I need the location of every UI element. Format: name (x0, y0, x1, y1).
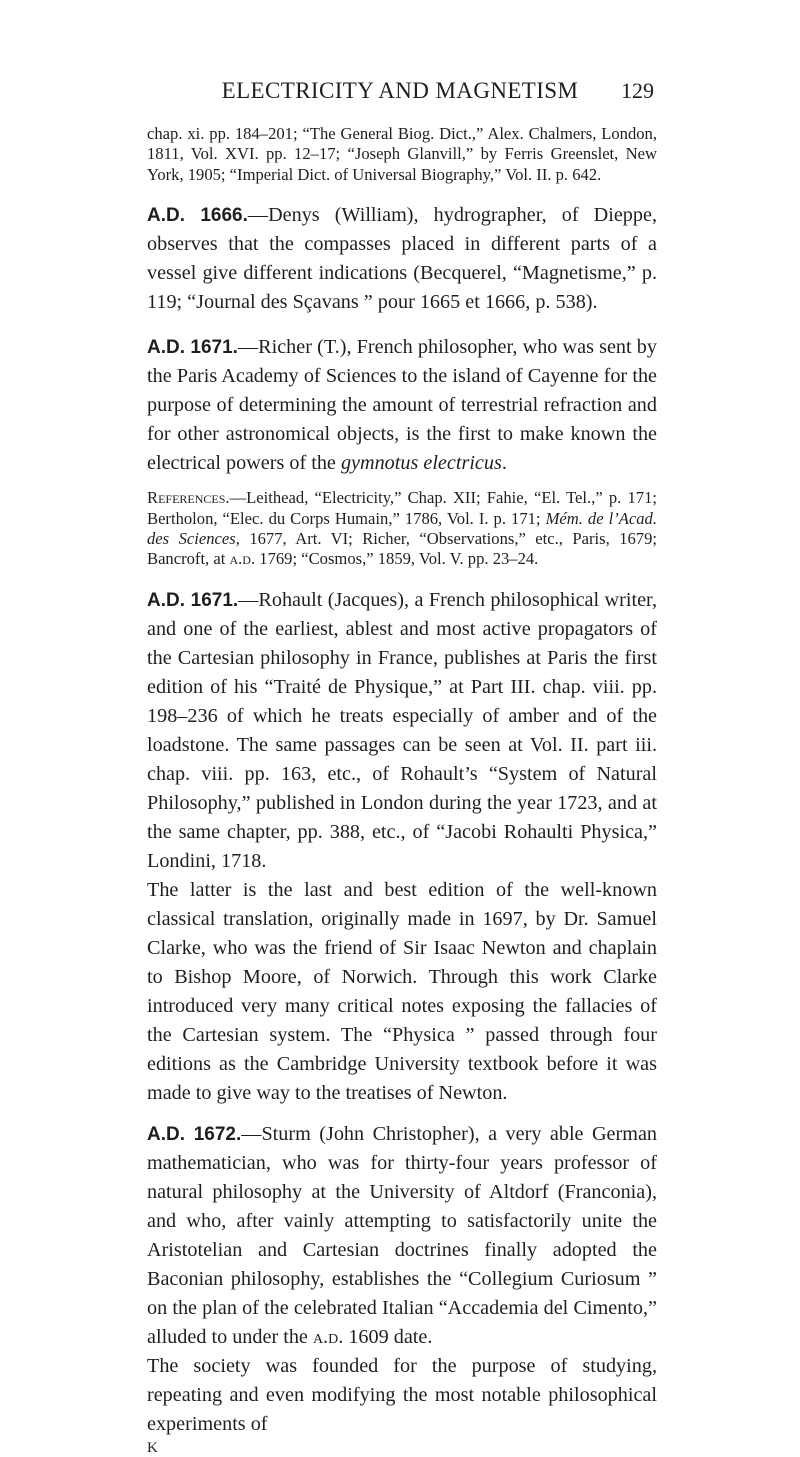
entry-text-end: . (501, 452, 507, 475)
entry-continuation: The society was founded for the purpose of studying, repeating and even modifying the most notable philosophical experiments of (147, 1354, 657, 1435)
entry-1672 (147, 1120, 657, 1352)
entry-date: A.D. 1672. (147, 1123, 242, 1145)
references-text: —Leithead, “Electricity,” Chap. XII; Fahie, “El. Tel.,” p. 171; Bertholon, “Elec. du Corps Humain,” 1786, Vol. I. p. 171; (147, 488, 657, 528)
signature-mark: K (147, 1439, 158, 1456)
references-text: , 1677, Art. VI; Richer, “Observations,” etc., Paris, 1679; Bancroft, at (147, 529, 658, 569)
page-header (0, 78, 800, 112)
entry-1671-rohault (147, 586, 657, 876)
entry-date: A.D. 1671. (147, 337, 238, 359)
references-title: Mém. de l’Acad. des Sciences (147, 508, 657, 549)
entry-text: —Sturm (John Christopher), a very able German mathematician, who was for thirty-four years professor of natural philosophy at the University of Altdorf (Franconia), and who, after vainly attempting to satisfactorily unite the Aristotelian and Cartesian doctrines finally adopted the Baconian philosophy, establishes the “Collegium Curiosum ” on the plan of the celebrated Italian “Accademia del Cimento,” alluded to under the (147, 1122, 657, 1348)
entry-date: A.D. 1666. (147, 205, 248, 227)
page-content (147, 124, 657, 1457)
top-note: chap. xi. pp. 184–201; “The General Biog. Dict.,” Alex. Chalmers, London, 1811, Vol. XVI. pp. 12–17; “Joseph Glanvill,” by Ferris Greenslet, New York, 1905; “Imperial Dict. of Universal Biography,” Vol. II. p. 642. (147, 124, 657, 184)
entry-text: 1609 date. (343, 1325, 433, 1348)
references-note (147, 488, 657, 570)
entry-text: —Rohault (Jacques), a French philosophical writer, and one of the earliest, ablest and most active propagators of the Cartesian philosophy in France, publishes at Paris the first edition of his “Traité de Physique,” at Part III. chap. viii. pp. 198–236 of which he treats especially of amber and of the loadstone. The same passages can be seen at Vol. II. part iii. chap. viii. pp. 163, etc., of Rohault’s “System of Natural Philosophy,” published in London during the year 1723, and at the same chapter, pp. 388, etc., of “Jacobi Rohaulti Physica,” Londini, 1718. (147, 588, 657, 872)
entry-text: —Denys (William), hydrographer, of Dieppe, observes that the compasses placed in different parts of a vessel give different indications (Becquerel, “Magnetisme,” p. 119; “Journal des Sçavans ” pour 1665 et 1666, p. 538). (147, 204, 657, 314)
running-title: ELECTRICITY AND MAGNETISM (221, 78, 579, 103)
references-label: References. (147, 488, 230, 508)
entry-continuation: The latter is the last and best edition of the well-known classical translation, originally made in 1697, by Dr. Samuel Clarke, who was the friend of Sir Isaac Newton and chaplain to Bishop Moore, of Norwich. Through this work Clarke introduced very many critical notes exposing the fallacies of the Cartesian system. The “Physica ” passed through four editions as the Cambridge University textbook before it was made to give way to the treatises of Newton. (147, 878, 657, 1104)
references-text: 1769; “Cosmos,” 1859, Vol. V. pp. 23–24. (255, 549, 539, 569)
species-name: gymnotus electricus (340, 452, 502, 475)
entry-ad: a.d. (312, 1325, 344, 1348)
page-number: 129 (621, 78, 654, 103)
entry-date: A.D. 1671. (147, 589, 239, 611)
entry-1671-richer (147, 333, 657, 478)
references-ad: a.d. (229, 549, 256, 569)
entry-1666 (147, 201, 657, 317)
entry-text: —Richer (T.), French philosopher, who was sent by the Paris Academy of Sciences to the island of Cayenne for the purpose of determining the amount of terrestrial refraction and for other astronomical objects, is the first to make known the electrical powers of the (147, 336, 657, 475)
